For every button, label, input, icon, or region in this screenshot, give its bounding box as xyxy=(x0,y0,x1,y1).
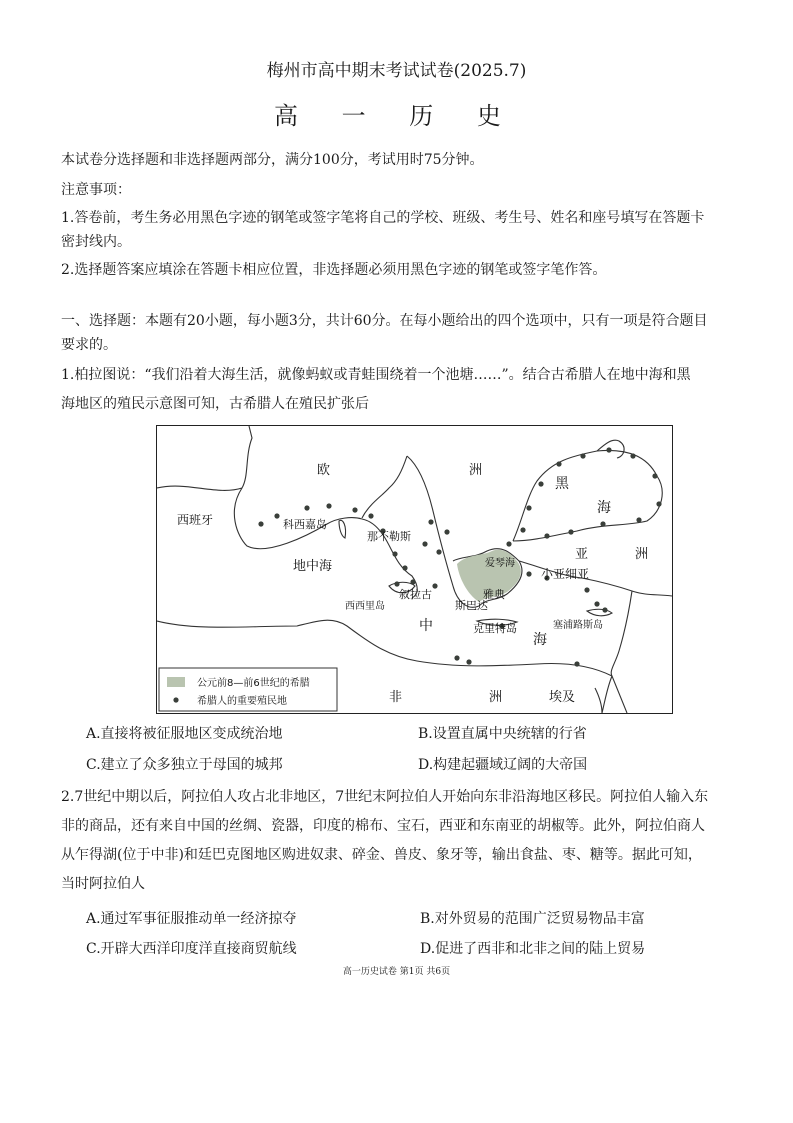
coastline-levant xyxy=(611,591,632,676)
coastline-cyprus xyxy=(587,609,612,616)
q2-stem-cont-1: 非的商品，还有来自中国的丝绸、瓷器，印度的棉布、宝石，西亚和东南亚的胡椒等。此外，阿拉伯商人 xyxy=(61,818,705,834)
label-asia-1: 亚 xyxy=(575,547,589,562)
coastline-corsica xyxy=(339,520,346,538)
label-asia-2: 洲 xyxy=(635,547,649,562)
q1-option-b[interactable]: B.设置直属中央统辖的行省 xyxy=(418,726,587,742)
map-svg xyxy=(157,426,672,713)
label-med-sea: 地中海 xyxy=(293,559,333,574)
map-legend xyxy=(159,668,337,711)
label-africa-2: 洲 xyxy=(489,690,503,705)
q2-option-a[interactable]: A.通过军事征服推动单一经济掠夺 xyxy=(86,911,297,927)
coastline-italy xyxy=(362,456,417,598)
legend-colony-label: 希腊人的重要殖民地 xyxy=(197,696,287,707)
label-crete: 克里特岛 xyxy=(473,622,517,635)
legend-colony-dot xyxy=(173,697,178,702)
q2-option-b[interactable]: B.对外贸易的范围广泛贸易物品丰富 xyxy=(420,911,645,927)
q1-option-c[interactable]: C.建立了众多独立于母国的城邦 xyxy=(86,757,283,773)
q2-option-d[interactable]: D.促进了西非和北非之间的陆上贸易 xyxy=(420,941,646,957)
label-europe-2: 洲 xyxy=(469,463,483,478)
notice-heading: 注意事项： xyxy=(61,182,131,198)
label-syracuse: 叙拉古 xyxy=(399,588,432,601)
section-heading-cont: 要求的。 xyxy=(61,337,117,353)
colony-dots xyxy=(258,447,661,666)
label-asia-minor: 小亚细亚 xyxy=(541,567,590,581)
legend-greece-label: 公元前8—前6世纪的希腊 xyxy=(197,678,310,689)
coastline-black-sea xyxy=(513,450,662,541)
colonization-map xyxy=(156,425,673,714)
label-sicily: 西西里岛 xyxy=(345,601,385,612)
label-spain: 西班牙 xyxy=(177,513,214,527)
q2-stem-cont-2: 从乍得湖(位于中非)和廷巴克图地区购进奴隶、碎金、兽皮、象牙等，输出食盐、枣、糖等。据此可知， xyxy=(61,847,702,863)
nile-river xyxy=(595,676,612,713)
q2-stem-cont-3: 当时阿拉伯人 xyxy=(61,876,145,892)
label-sea-zhong: 中 xyxy=(419,618,433,634)
notice-item-1: 1.答卷前，考生务必用黑色字迹的钢笔或签字笔将自己的学校、班级、考生号、姓名和座号填写在答题卡 xyxy=(61,210,705,226)
label-sparta: 斯巴达 xyxy=(455,599,488,612)
label-sea-hai: 海 xyxy=(533,632,547,648)
label-aegean: 爱琴海 xyxy=(485,558,515,569)
legend-greece-swatch xyxy=(167,677,185,687)
intro-note: 本试卷分选择题和非选择题两部分，满分100分，考试用时75分钟。 xyxy=(61,152,484,168)
label-naples: 那不勒斯 xyxy=(367,530,411,543)
q1-option-a[interactable]: A.直接将被征服地区变成统治地 xyxy=(86,726,283,742)
q1-stem-cont: 海地区的殖民示意图可知，古希腊人在殖民扩张后 xyxy=(61,396,369,412)
coastline-iberia xyxy=(157,426,362,549)
label-black-2: 海 xyxy=(597,500,611,516)
exam-title: 梅州市高中期末考试试卷(2025.7) xyxy=(266,61,527,81)
notice-item-1-cont: 密封线内。 xyxy=(61,234,131,250)
page-footer: 高一历史试卷 第1页 共6页 xyxy=(342,967,451,977)
q2-stem: 2.7世纪中期以后，阿拉伯人攻占北非地区，7世纪末阿拉伯人开始向东非沿海地区移民。阿拉伯人输入东 xyxy=(61,789,709,805)
label-cyprus: 塞浦路斯岛 xyxy=(553,620,603,631)
subject-title: 高 一 历 史 xyxy=(274,102,519,130)
q1-stem: 1.柏拉图说：“我们沿着大海生活，就像蚂蚁或青蛙围绕着一个池塘……”。结合古希腊人在地中海和黑 xyxy=(61,367,691,383)
label-europe-1: 欧 xyxy=(317,463,331,478)
section-heading: 一、选择题：本题有20小题，每小题3分，共计60分。在每小题给出的四个选项中，只有一项是符合题目 xyxy=(61,313,708,329)
notice-item-2: 2.选择题答案应填涂在答题卡相应位置，非选择题必须用黑色字迹的钢笔或签字笔作答。 xyxy=(61,262,607,278)
label-corsica: 科西嘉岛 xyxy=(283,518,327,531)
label-athens: 雅典 xyxy=(483,588,505,601)
label-egypt: 埃及 xyxy=(549,690,576,705)
label-black-1: 黑 xyxy=(555,476,569,492)
label-africa-1: 非 xyxy=(389,690,403,705)
q1-option-d[interactable]: D.构建起疆域辽阔的大帝国 xyxy=(418,757,588,773)
q2-option-c[interactable]: C.开辟大西洋印度洋直接商贸航线 xyxy=(86,941,297,957)
